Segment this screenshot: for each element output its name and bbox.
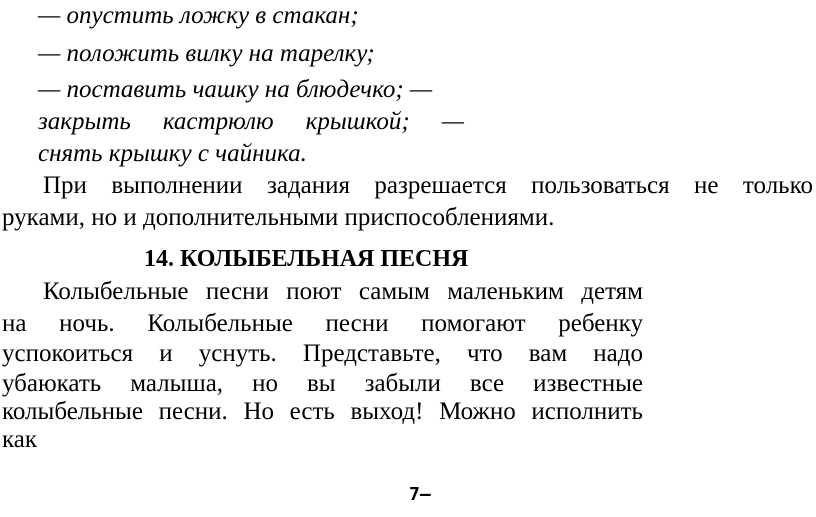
word: малыша,: [130, 370, 224, 397]
word: колыбельные: [2, 398, 143, 425]
list-item-1: — опустить ложку в стакан;: [38, 2, 359, 29]
word: вам: [528, 340, 568, 367]
paragraph-1-line-1: [43, 171, 813, 201]
word: выход!: [350, 398, 424, 425]
word: самым: [358, 278, 430, 305]
word: Можно: [439, 398, 516, 425]
word: выполнении: [111, 172, 243, 199]
word: ребенку: [558, 310, 643, 337]
section-heading: 14. КОЛЫБЕЛЬНАЯ ПЕСНЯ: [144, 246, 469, 272]
word: забыли: [364, 370, 441, 397]
list-item-4-line: [38, 107, 464, 137]
word: уснуть.: [198, 340, 277, 367]
word: не: [694, 172, 719, 199]
list-item-2: — положить вилку на тарелку;: [38, 40, 375, 67]
page-number: 7–: [409, 484, 431, 505]
word: успокоиться: [2, 340, 134, 367]
paragraph-2-line-1: [43, 277, 643, 307]
word: песни: [325, 310, 389, 337]
word: Колыбельные: [43, 278, 189, 305]
list-item-5: снять крышку с чайника.: [38, 140, 307, 167]
list-item-4: [38, 107, 464, 137]
word: крышкой;: [305, 108, 410, 135]
word: маленьким: [447, 278, 564, 305]
paragraph-2-line-3: [2, 339, 643, 369]
paragraph-2-line-2: [2, 309, 643, 339]
word: детям: [581, 278, 643, 305]
word: —: [441, 108, 464, 135]
word: известные: [533, 370, 643, 397]
word: но: [252, 370, 278, 397]
word: кастрюлю: [162, 108, 274, 135]
word: надо: [593, 340, 643, 367]
word: исполнить: [531, 398, 643, 425]
word: поют: [286, 278, 342, 305]
word: Колыбельные: [147, 310, 293, 337]
word: песни: [205, 278, 269, 305]
paragraph-2-line-5: [2, 397, 643, 427]
paragraph-2-line-4: [2, 369, 643, 399]
word: и: [159, 340, 173, 367]
word: Но: [243, 398, 275, 425]
word: вы: [306, 370, 336, 397]
word: задания: [266, 172, 351, 199]
word: на: [2, 310, 27, 337]
word: песни.: [158, 398, 228, 425]
word: все: [469, 370, 505, 397]
word: есть: [289, 398, 335, 425]
word: ночь.: [59, 310, 115, 337]
word: пользоваться: [531, 172, 670, 199]
paragraph-1-line-2: руками, но и дополнительными приспособлениями.: [2, 204, 555, 231]
word: При: [43, 172, 87, 199]
word: закрыть: [38, 108, 131, 135]
list-item-3: — поставить чашку на блюдечко; —: [38, 76, 433, 103]
word: Представьте,: [302, 340, 441, 367]
word: только: [742, 172, 813, 199]
word: убаюкать: [2, 370, 102, 397]
word: что: [466, 340, 503, 367]
word: разрешается: [374, 172, 507, 199]
paragraph-2-line-6: как: [2, 426, 38, 453]
word: помогают: [421, 310, 526, 337]
